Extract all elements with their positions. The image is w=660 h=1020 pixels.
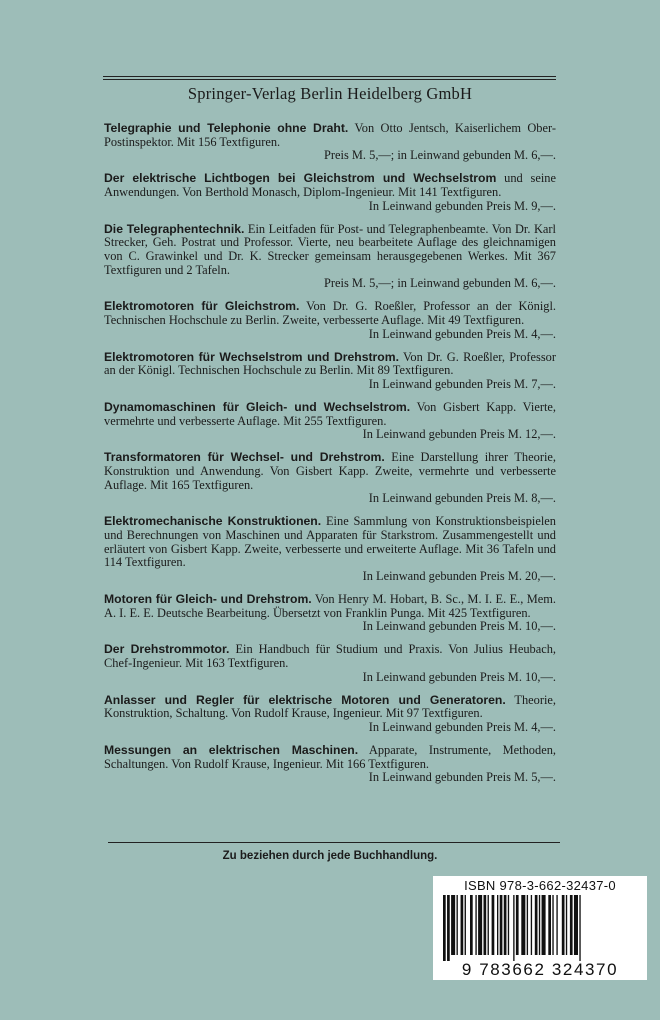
book-price: In Leinwand gebunden Preis M. 4,—. <box>368 326 556 341</box>
book-title: Telegraphie und Telephonie ohne Draht. <box>104 121 349 135</box>
book-description: Apparate, Instrumente, Methoden, Schaltungen. Von Rudolf Krause, Ingenieur. Mit 166 Textfiguren. <box>104 743 556 771</box>
bottom-rule <box>108 842 560 843</box>
barcode-bar <box>443 895 446 961</box>
book-price: In Leinwand gebunden Preis M. 10,—. <box>362 669 556 684</box>
book-title: Die Telegraphentechnik. <box>104 221 245 236</box>
ean-digits: 9 783662 324370 <box>461 960 619 979</box>
book-description: Ein Leitfaden für Post- und Telegraphenbeamte. Von Dr. Karl Strecker, Geh. Postrat und Professor. Vierte, neu bearbeitete Auflage des gleichnamigen von C. Grawinkel und Dr. K. Strecker gemeinsam herausgegebenen Werkes. Mit 367 Textfiguren und 2 Tafeln. <box>104 221 556 277</box>
barcode-bar <box>475 895 476 955</box>
book-title: Transformatoren für Wechsel- und Drehstrom. <box>104 450 385 465</box>
book-description: Ein Handbuch für Studium und Praxis. Von Julius Heubach, Chef-Ingenieur. Mit 163 Textfiguren. <box>104 642 556 670</box>
barcode-bar <box>470 895 473 955</box>
book-description: Eine Darstellung ihrer Theorie, Konstruktion und Anwendung. Von Gisbert Kapp. Zweite, vermehrte und verbesserte Auflage. Mit 165 Textfiguren. <box>104 450 556 492</box>
footer-note: Zu beziehen durch jede Buchhandlung. <box>222 850 438 862</box>
isbn-number: ISBN 978-3-662-32437-0 <box>464 878 616 893</box>
book-price: In Leinwand gebunden Preis M. 8,—. <box>368 491 556 506</box>
book-description: Von Dr. G. Roeßler, Professor an der Königl. Technischen Hochschule zu Berlin. Zweite, verbesserte Auflage. Mit 49 Textfiguren. <box>104 299 556 327</box>
barcode-bar <box>566 895 567 955</box>
barcode-bar <box>508 895 509 955</box>
barcode-bar <box>521 895 525 955</box>
book-entry <box>104 593 556 634</box>
book-title: Motoren für Gleich- und Drehstrom. <box>104 591 312 606</box>
barcode-bars <box>441 895 641 961</box>
barcode-bar <box>457 895 458 955</box>
book-price: In Leinwand gebunden Preis M. 4,—. <box>368 719 556 734</box>
barcode-bar <box>562 895 565 955</box>
book-price: In Leinwand gebunden Preis M. 10,—. <box>362 619 556 634</box>
barcode-bar <box>552 895 553 955</box>
book-price: In Leinwand gebunden Preis M. 5,—. <box>368 770 556 785</box>
book-description: Theorie, Konstruktion, Schaltung. Von Rudolf Krause, Ingenieur. Mit 97 Textfiguren. <box>104 692 556 721</box>
book-title: Anlasser und Regler für elektrische Motoren und Generatoren. <box>104 692 506 707</box>
book-entry <box>104 351 556 392</box>
barcode-bar <box>548 895 551 955</box>
barcode-bar <box>461 895 464 955</box>
barcode-bar <box>447 895 450 961</box>
book-entry <box>104 223 556 291</box>
book-entry <box>104 515 556 583</box>
isbn-barcode <box>433 876 647 980</box>
book-description: Von Gisbert Kapp. Vierte, vermehrte und verbesserte Auflage. Mit 255 Textfiguren. <box>104 400 556 428</box>
barcode-bar <box>478 895 482 955</box>
book-price: In Leinwand gebunden Preis M. 12,—. <box>362 427 556 442</box>
book-title: Elektromotoren für Wechselstrom und Drehstrom. <box>104 349 399 364</box>
barcode-bar <box>465 895 466 955</box>
book-description: Von Dr. G. Roeßler, Professor an der Königl. Technischen Hochschule zu Berlin. Mit 89 Textfiguren. <box>104 349 557 378</box>
book-list <box>104 122 556 794</box>
barcode-bar <box>542 895 546 955</box>
barcode-bar <box>531 895 532 955</box>
barcode-bar <box>570 895 573 955</box>
book-title: Der elektrische Lichtbogen bei Gleichstrom und Wechselstrom <box>104 171 497 186</box>
book-title: Messungen an elektrischen Maschinen. <box>104 743 359 758</box>
book-title: Elektromotoren für Gleichstrom. <box>104 299 300 314</box>
barcode-bar <box>574 895 578 955</box>
barcode-bar <box>492 895 495 955</box>
book-entry <box>104 401 556 442</box>
book-entry <box>104 451 556 505</box>
barcode-bar <box>539 895 540 955</box>
barcode-bar <box>535 895 538 955</box>
barcode-bar <box>513 895 514 961</box>
book-description: Eine Sammlung von Konstruktionsbeispielen und Berechnungen von Maschinen und Apparaten für Starkstrom. Zusammengestellt und erläutert von Gisbert Kapp. Zweite, verbesserte und erweiterte Auflage. Mit 36 Tafeln und 114 Textfiguren. <box>104 514 556 570</box>
book-price: Preis M. 5,—; in Leinwand gebunden M. 6,—. <box>324 276 556 291</box>
barcode-bar <box>497 895 498 955</box>
book-price: Preis M. 5,—; in Leinwand gebunden M. 6,—. <box>324 148 556 163</box>
book-description: Von Henry M. Hobart, B. Sc., M. I. E. E., Mem. A. I. E. E. Deutsche Bearbeitung. Übersetzt von Franklin Punga. Mit 425 Textfiguren. <box>104 591 556 620</box>
book-entry <box>104 694 556 735</box>
book-title: Elektromechanische Konstruktionen. <box>104 514 322 529</box>
book-entry <box>104 643 556 684</box>
barcode-bar <box>488 895 489 955</box>
top-rule-1 <box>103 76 556 77</box>
book-price: In Leinwand gebunden Preis M. 20,—. <box>362 568 556 583</box>
barcode-bar <box>556 895 557 955</box>
book-title: Dynamomaschinen für Gleich- und Wechselstrom. <box>104 400 411 415</box>
barcode-bar <box>579 895 580 961</box>
book-entry <box>104 122 556 163</box>
book-title: Der Drehstrommotor. <box>104 642 230 657</box>
top-rule-2 <box>103 79 556 80</box>
barcode-bar <box>484 895 487 955</box>
publisher-heading: Springer-Verlag Berlin Heidelberg GmbH <box>187 84 473 103</box>
book-description: Von Otto Jentsch, Kaiserlichem Ober-Postinspektor. Mit 156 Textfiguren. <box>104 121 557 149</box>
barcode-bar <box>527 895 528 955</box>
book-entry <box>104 300 556 341</box>
barcode-bar <box>451 895 455 955</box>
book-price: In Leinwand gebunden Preis M. 7,—. <box>368 376 556 391</box>
barcode-bar <box>504 895 507 955</box>
barcode-bar <box>500 895 503 955</box>
book-price: In Leinwand gebunden Preis M. 9,—. <box>368 198 556 213</box>
book-description: und seine Anwendungen. Von Berthold Monasch, Diplom-Ingenieur. Mit 141 Textfiguren. <box>104 171 556 199</box>
book-entry <box>104 172 556 213</box>
barcode-bar <box>516 895 519 955</box>
book-entry <box>104 744 556 785</box>
